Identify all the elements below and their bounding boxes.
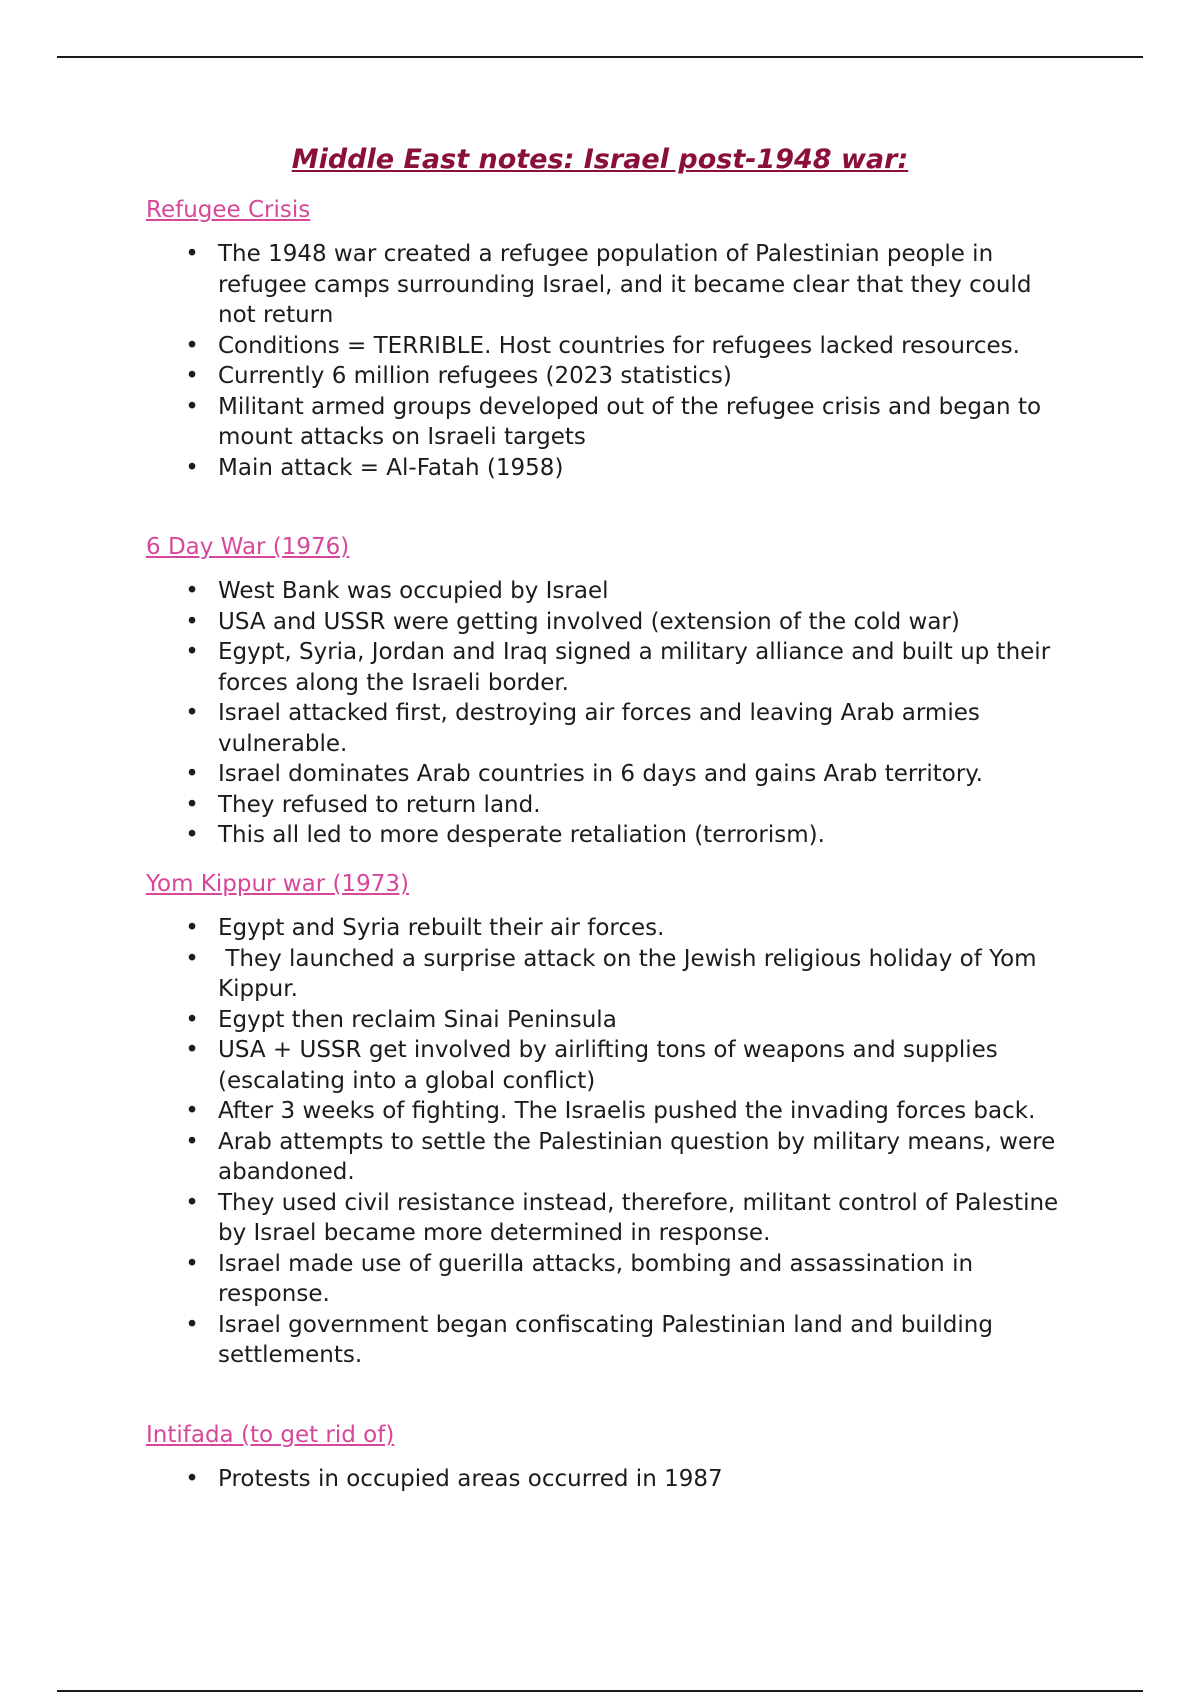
bullet-icon: • bbox=[185, 700, 199, 726]
section-intifada bbox=[146, 1420, 1066, 1495]
bullet-icon: • bbox=[185, 915, 199, 941]
bullet-icon: • bbox=[185, 1098, 199, 1124]
section-yom-kippur-war bbox=[146, 869, 1066, 1371]
section-6-day-war bbox=[146, 532, 1066, 851]
bullet-icon: • bbox=[185, 1006, 199, 1033]
bullet-icon: • bbox=[185, 822, 199, 848]
section-heading: Intifada (to get rid of) bbox=[146, 1422, 395, 1448]
bullet-icon: • bbox=[185, 945, 199, 972]
bullet-icon: • bbox=[185, 363, 199, 389]
page-title: Middle East notes: Israel post-1948 war: bbox=[291, 144, 909, 175]
bullet-icon: • bbox=[185, 454, 199, 481]
bullet-icon: • bbox=[185, 1466, 199, 1492]
bullet-list bbox=[146, 239, 1066, 483]
bullet-icon: • bbox=[185, 1250, 199, 1277]
list-item: • West Bank was occupied by Israel bbox=[146, 576, 1066, 607]
list-item: • They refused to return land. bbox=[146, 790, 1066, 821]
bottom-rule bbox=[57, 1690, 1143, 1692]
top-rule bbox=[57, 56, 1143, 58]
list-item: • The 1948 war created a refugee population of Palestinian people in refugee camps surrounding Israel, and it became clear that they could not return bbox=[146, 239, 1066, 331]
bullet-icon: • bbox=[185, 241, 199, 267]
list-item: • Arab attempts to settle the Palestinian question by military means, were abandoned. bbox=[146, 1127, 1066, 1188]
list-item: • They used civil resistance instead, therefore, militant control of Palestine by Israel became more determined in response. bbox=[146, 1188, 1066, 1249]
bullet-icon: • bbox=[185, 1128, 199, 1155]
list-item: • Israel attacked first, destroying air forces and leaving Arab armies vulnerable. bbox=[146, 698, 1066, 759]
list-item: • After 3 weeks of fighting. The Israelis pushed the invading forces back. bbox=[146, 1096, 1066, 1127]
bullet-icon: • bbox=[185, 393, 199, 420]
list-item: • USA and USSR were getting involved (extension of the cold war) bbox=[146, 607, 1066, 638]
list-item: • Currently 6 million refugees (2023 statistics) bbox=[146, 361, 1066, 392]
bullet-icon: • bbox=[185, 761, 199, 787]
section-heading: 6 Day War (1976) bbox=[146, 534, 350, 560]
list-item: • Israel dominates Arab countries in 6 days and gains Arab territory. bbox=[146, 759, 1066, 790]
bullet-icon: • bbox=[185, 608, 199, 635]
bullet-icon: • bbox=[185, 639, 199, 665]
list-item: • They launched a surprise attack on the Jewish religious holiday of Yom Kippur. bbox=[146, 944, 1066, 1005]
bullet-list bbox=[146, 913, 1066, 1371]
bullet-icon: • bbox=[185, 578, 199, 604]
bullet-list bbox=[146, 1464, 1066, 1495]
list-item: • Main attack = Al-Fatah (1958) bbox=[146, 453, 1066, 484]
bullet-icon: • bbox=[185, 1189, 199, 1216]
list-item: • Egypt, Syria, Jordan and Iraq signed a military alliance and built up their forces along the Israeli border. bbox=[146, 637, 1066, 698]
list-item: • Israel made use of guerilla attacks, bombing and assassination in response. bbox=[146, 1249, 1066, 1310]
list-item: • USA + USSR get involved by airlifting tons of weapons and supplies (escalating into a global conflict) bbox=[146, 1035, 1066, 1096]
bullet-icon: • bbox=[185, 1037, 199, 1063]
section-refugee-crisis bbox=[146, 195, 1066, 483]
bullet-list bbox=[146, 576, 1066, 851]
bullet-icon: • bbox=[185, 1311, 199, 1338]
list-item: • Egypt and Syria rebuilt their air forces. bbox=[146, 913, 1066, 944]
list-item: • Protests in occupied areas occurred in 1987 bbox=[146, 1464, 1066, 1495]
list-item: • Israel government began confiscating Palestinian land and building settlements. bbox=[146, 1310, 1066, 1371]
section-heading: Refugee Crisis bbox=[146, 197, 311, 223]
list-item: • Conditions = TERRIBLE. Host countries for refugees lacked resources. bbox=[146, 331, 1066, 362]
bullet-icon: • bbox=[185, 791, 199, 818]
section-heading: Yom Kippur war (1973) bbox=[146, 871, 409, 897]
bullet-icon: • bbox=[185, 332, 199, 359]
list-item: • Militant armed groups developed out of the refugee crisis and began to mount attacks on Israeli targets bbox=[146, 392, 1066, 453]
list-item: • This all led to more desperate retaliation (terrorism). bbox=[146, 820, 1066, 851]
list-item: • Egypt then reclaim Sinai Peninsula bbox=[146, 1005, 1066, 1036]
